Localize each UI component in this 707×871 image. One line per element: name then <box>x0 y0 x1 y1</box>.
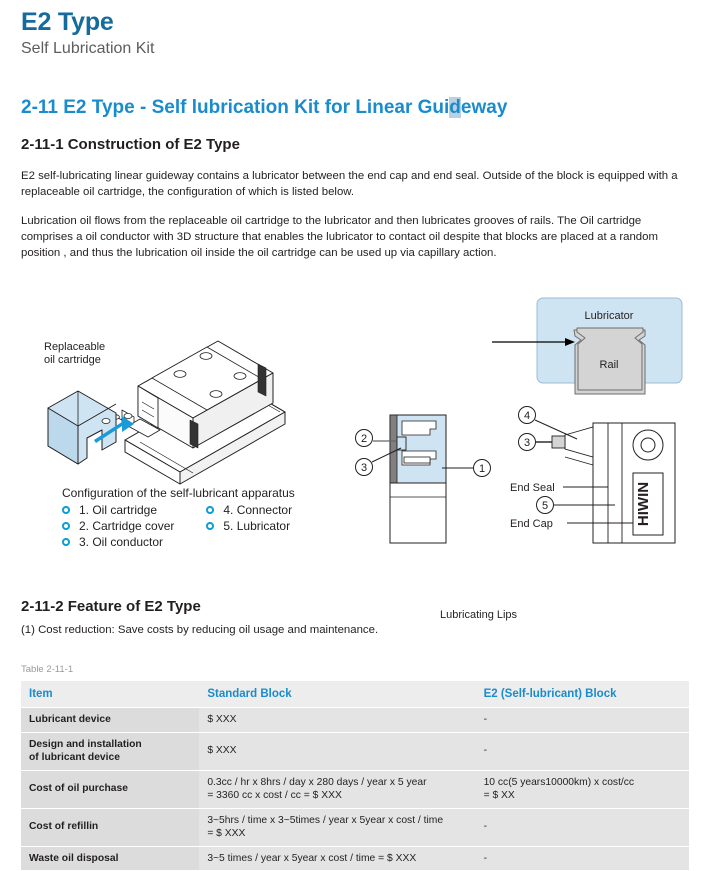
cell-standard <box>199 708 475 732</box>
rail-label: Rail <box>599 359 619 371</box>
end-cap-label: End Cap <box>510 518 553 530</box>
page-subtitle: Self Lubrication Kit <box>21 40 155 57</box>
configuration-columns <box>62 503 295 549</box>
table-row <box>21 733 689 770</box>
cell-line: 3~5 times / year x 5year x cost / time = $ XXX <box>207 852 417 864</box>
bullet-icon <box>206 522 214 530</box>
cell-line: = 3360 cc x cost / cc = $ XXX <box>207 790 342 801</box>
configuration-title: Configuration of the self-lubricant apparatus <box>62 486 295 500</box>
page-title: E2 Type <box>21 8 114 36</box>
list-item-label: 5. Lubricator <box>223 519 291 533</box>
cell-line: 0.3cc / hr x 8hrs / day x 280 days / year x 5 year <box>207 776 427 788</box>
cell-line: $ XXX <box>207 745 237 757</box>
callout-3-right-label: 3 <box>523 437 531 449</box>
cell-e2 <box>476 847 689 871</box>
column-header-item: Item <box>21 681 199 707</box>
comparison-table <box>21 680 689 871</box>
bullet-icon <box>206 506 214 514</box>
block-cross-section-diagram <box>352 405 502 560</box>
cell-e2 <box>476 809 689 846</box>
table-header-row <box>21 681 689 707</box>
cell-e2 <box>476 733 689 770</box>
cell-line: 3~5hrs / time x 3~5times / year x 5year x cost / time <box>207 814 444 826</box>
cell-item <box>21 708 199 732</box>
cell-line: 10 cc(5 years10000km) x cost/cc <box>483 776 635 788</box>
isometric-guideway-illustration <box>30 290 320 490</box>
list-item <box>206 503 292 517</box>
list-item-label: 2. Cartridge cover <box>79 519 175 533</box>
cell-item <box>21 847 199 871</box>
callout-4-label: 4 <box>523 410 531 422</box>
cell-e2 <box>476 771 689 808</box>
brand-logo-text: HIWIN <box>635 481 652 527</box>
list-item <box>62 519 174 533</box>
cell-line: Lubricant device <box>29 714 111 725</box>
list-item <box>62 535 174 549</box>
cell-line: - <box>483 714 488 725</box>
figure-label-lubricating-lips: Lubricating Lips <box>440 609 518 621</box>
configuration-list <box>62 486 295 549</box>
section-heading-suffix: eway <box>460 97 508 118</box>
bullet-icon <box>62 522 70 530</box>
configuration-column-left <box>62 503 174 549</box>
cell-line: $ XXX <box>207 714 237 725</box>
column-header-standard-block: Standard Block <box>199 681 475 707</box>
cell-line: Cost of oil purchase <box>29 783 128 795</box>
callout-1-label: 1 <box>478 463 486 475</box>
section-heading-prefix: 2-11 E2 Type - Self lubrication Kit for Linear Gui <box>21 97 450 118</box>
cell-item <box>21 809 199 846</box>
cell-e2 <box>476 708 689 732</box>
configuration-column-right <box>206 503 292 549</box>
cell-line: Cost of refillin <box>29 821 99 833</box>
table-header <box>21 681 689 707</box>
figure-label-line-1: Replaceable <box>44 341 106 353</box>
table-row <box>21 771 689 808</box>
cell-standard <box>199 809 475 846</box>
cell-item <box>21 771 199 808</box>
list-item <box>62 503 174 517</box>
table-row <box>21 847 689 871</box>
list-item <box>206 519 292 533</box>
cell-item <box>21 733 199 770</box>
feature-item-1: (1) Cost reduction: Save costs by reducing oil usage and maintenance. <box>21 624 379 636</box>
end-cap-diagram <box>505 405 705 560</box>
table-body <box>21 708 689 870</box>
table-row <box>21 809 689 846</box>
column-header-e2-block: E2 (Self-lubricant) Block <box>476 681 689 707</box>
callout-5-label: 5 <box>541 500 549 512</box>
figure-label-line-2: oil cartridge <box>44 354 101 366</box>
cell-line: = $ XX <box>483 790 515 801</box>
cell-line: Waste oil disposal <box>29 852 119 864</box>
lubricator-cross-section-diagram <box>437 290 707 405</box>
subsection-heading-feature: 2-11-2 Feature of E2 Type <box>21 598 201 615</box>
cell-line: Design and installation <box>29 738 142 750</box>
list-item-label: 1. Oil cartridge <box>79 503 158 517</box>
paragraph-construction-1: E2 self-lubricating linear guideway contains a lubricator between the end cap and end seal. Outside of the block is equipped with a replaceable oil cartridge, the configuration of which is listed below. <box>21 170 678 198</box>
paragraph-construction-2: Lubrication oil flows from the replaceable oil cartridge to the lubricator and then lubricates grooves of rails. The Oil cartridge comprises a oil conductor with 3D structure that enables the lubricator to contact oil despite that blocks are placed at a random position , and thus the lubrication oil inside the oil cartridge can be used up via capillary action. <box>21 215 658 259</box>
table-caption: Table 2-11-1 <box>21 664 74 675</box>
bullet-icon <box>62 538 70 546</box>
list-item-label: 4. Connector <box>223 503 293 517</box>
cell-line: - <box>483 821 488 833</box>
table-row <box>21 708 689 732</box>
section-heading-highlight: d <box>449 97 461 118</box>
section-heading <box>21 97 507 119</box>
list-item-label: 3. Oil conductor <box>79 535 164 549</box>
callout-3-label: 3 <box>360 462 368 474</box>
subsection-heading-construction: 2-11-1 Construction of E2 Type <box>21 136 240 153</box>
lubricator-label: Lubricator <box>584 310 634 322</box>
cell-standard <box>199 771 475 808</box>
callout-2-label: 2 <box>360 433 368 445</box>
cell-standard <box>199 847 475 871</box>
cell-line: - <box>483 745 488 757</box>
bullet-icon <box>62 506 70 514</box>
cell-line: = $ XXX <box>207 828 246 839</box>
cell-line: - <box>483 852 488 864</box>
cell-line: of lubricant device <box>29 752 120 763</box>
end-seal-label: End Seal <box>510 482 555 494</box>
cell-standard <box>199 733 475 770</box>
